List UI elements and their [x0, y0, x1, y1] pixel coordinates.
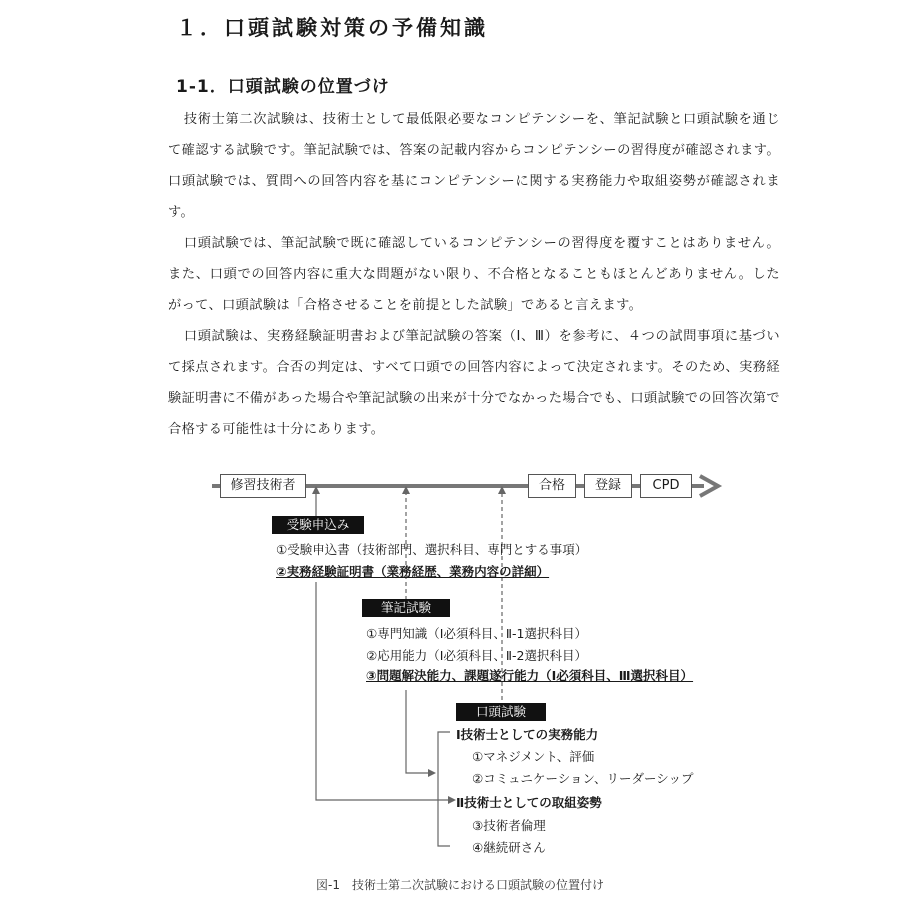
- written-item-1: ①専門知識（Ⅰ必須科目、Ⅱ-1選択科目）: [366, 626, 588, 641]
- written-item-2: ②応用能力（Ⅰ必須科目、Ⅱ-2選択科目）: [366, 648, 588, 663]
- oral-title: 口頭試験: [456, 703, 546, 721]
- written-item-3: ③問題解決能力、課題遂行能力（Ⅰ必須科目、Ⅲ選択科目）: [366, 668, 694, 683]
- oral-group1-item-1: ①マネジメント、評価: [472, 749, 595, 764]
- oral-group1-title: Ⅰ技術士としての実務能力: [456, 727, 599, 742]
- link-written-to-ability: [406, 690, 432, 773]
- milestone-register: 登録: [584, 474, 632, 498]
- application-title: 受験申込み: [272, 516, 364, 534]
- paragraph-2: 口頭試験では、筆記試験で既に確認しているコンピテンシーの習得度を覆すことはありません。また、口頭での回答内容に重大な問題がない限り、不合格となることもほとんどありません。したがって、口頭試験は「合格させることを前提とした試験」であると言えます。: [168, 236, 780, 313]
- section-heading: １．口頭試験対策の予備知識: [176, 16, 488, 40]
- milestone-pass: 合格: [528, 474, 576, 498]
- oral-group2-item-1: ③技術者倫理: [472, 818, 546, 833]
- subsection-heading: 1-1．口頭試験の位置づけ: [176, 77, 390, 97]
- oral-group2-item-2: ④継続研さん: [472, 840, 546, 855]
- paragraph-3: 口頭試験は、実務経験証明書および筆記試験の答案（Ⅰ、Ⅲ）を参考に、４つの試問事項に基づいて採点されます。合否の判定は、すべて口頭での回答内容によって決定されます。そのため、実務経験証明書に不備があった場合や筆記試験の出来が十分でなかった場合でも、口頭試験での回答次第で合格する可能性は十分にあります。: [168, 329, 780, 437]
- written-title: 筆記試験: [362, 599, 450, 617]
- milestone-cpd: CPD: [640, 474, 692, 498]
- oral-group1-item-2: ②コミュニケーション、リーダーシップ: [472, 771, 694, 786]
- paragraph-1: 技術士第二次試験は、技術士として最低限必要なコンピテンシーを、筆記試験と口頭試験を通じて確認する試験です。筆記試験では、答案の記載内容からコンピテンシーの習得度が確認されます。口頭試験では、質問への回答内容を基にコンピテンシーに関する実務能力や取組姿勢が確認されます。: [168, 112, 780, 220]
- oral-group2-title: Ⅱ技術士としての取組姿勢: [456, 795, 602, 810]
- figure-caption: 図-1 技術士第二次試験における口頭試験の位置付け: [316, 878, 604, 892]
- application-item-2: ②実務経験証明書（業務経歴、業務内容の詳細）: [276, 564, 550, 579]
- timeline-start-box: 修習技術者: [220, 474, 306, 498]
- oral-bracket: [438, 732, 450, 846]
- application-item-1: ①受験申込書（技術部門、選択科目、専門とする事項）: [276, 542, 588, 557]
